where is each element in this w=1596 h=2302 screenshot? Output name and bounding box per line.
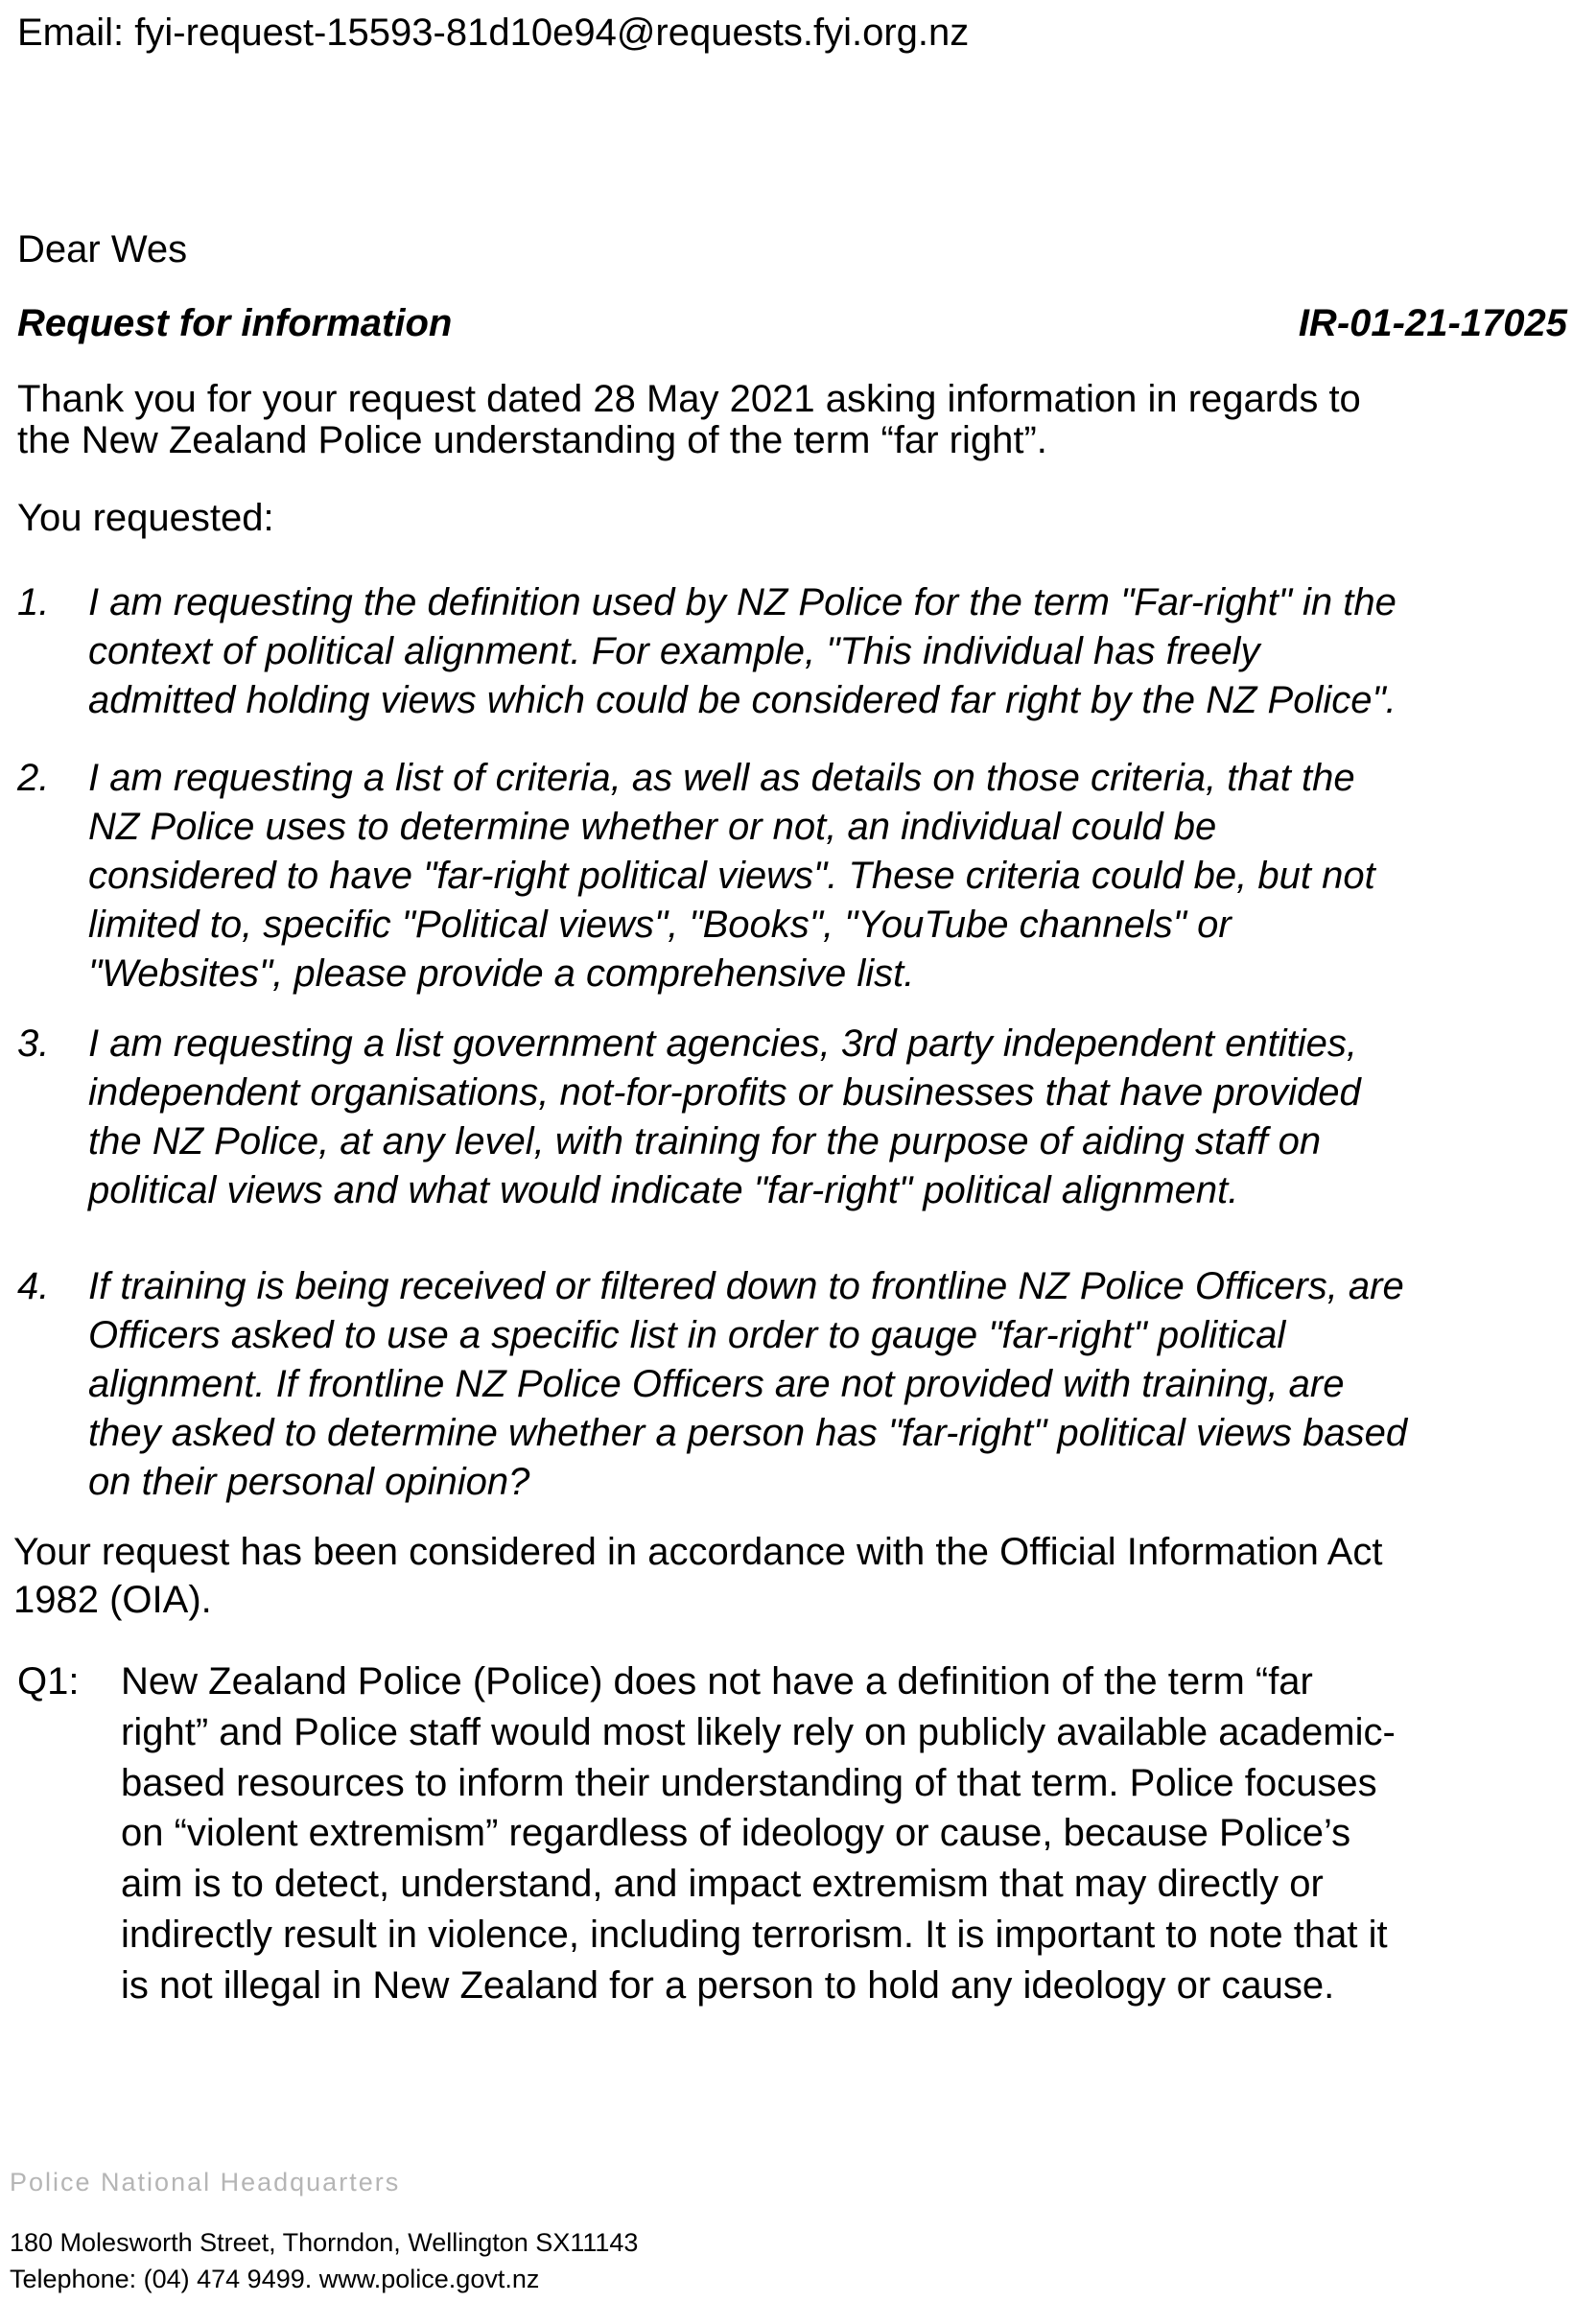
considered-line: 1982 (OIA). xyxy=(13,1579,212,1621)
request-text-line: considered to have "far-right political views". These criteria could be, but not xyxy=(88,855,1375,897)
email-address: Email: fyi-request-15593-81d10e94@requests.fyi.org.nz xyxy=(17,12,970,54)
q1-answer-line: on “violent extremism” regardless of ideology or cause, because Police’s xyxy=(121,1812,1351,1855)
request-text-line: "Websites", please provide a comprehensive list. xyxy=(88,952,915,995)
q1-answer-line: New Zealand Police (Police) does not have a definition of the term “far xyxy=(121,1660,1313,1703)
reference-number: IR-01-21-17025 xyxy=(1298,302,1567,344)
request-text-line: context of political alignment. For example, "This individual has freely xyxy=(88,630,1260,672)
request-text-line: If training is being received or filtered down to frontline NZ Police Officers, are xyxy=(88,1265,1404,1307)
request-number: 3. xyxy=(17,1022,50,1065)
request-text-line: NZ Police uses to determine whether or not, an individual could be xyxy=(88,806,1217,848)
request-text-line: independent organisations, not-for-profits or businesses that have provided xyxy=(88,1071,1361,1114)
q1-answer-line: aim is to detect, understand, and impact extremism that may directly or xyxy=(121,1863,1324,1906)
request-text-line: alignment. If frontline NZ Police Officers are not provided with training, are xyxy=(88,1363,1345,1405)
request-text-line: on their personal opinion? xyxy=(88,1461,530,1503)
request-number: 4. xyxy=(17,1265,50,1307)
intro-line: the New Zealand Police understanding of the term “far right”. xyxy=(17,419,1047,461)
footer-org: Police National Headquarters xyxy=(10,2168,401,2196)
request-text-line: I am requesting a list of criteria, as well as details on those criteria, that the xyxy=(88,757,1355,799)
salutation: Dear Wes xyxy=(17,228,188,270)
q1-answer-line: indirectly result in violence, including terrorism. It is important to note that it xyxy=(121,1914,1388,1956)
q1-answer-line: is not illegal in New Zealand for a person to hold any ideology or cause. xyxy=(121,1963,1335,2007)
request-text-line: they asked to determine whether a person has "far-right" political views based xyxy=(88,1412,1408,1454)
q1-answer-line: based resources to inform their understanding of that term. Police focuses xyxy=(121,1761,1377,1804)
you-requested-label: You requested: xyxy=(17,497,274,539)
intro-line: Thank you for your request dated 28 May 2021 asking information in regards to xyxy=(17,378,1361,420)
request-number: 1. xyxy=(17,581,50,623)
request-text-line: the NZ Police, at any level, with training for the purpose of aiding staff on xyxy=(88,1120,1322,1163)
request-text-line: political views and what would indicate "far-right" political alignment. xyxy=(88,1169,1239,1211)
request-number: 2. xyxy=(17,757,50,799)
request-text-line: Officers asked to use a specific list in order to gauge "far-right" political xyxy=(88,1314,1286,1356)
q1-answer-line: right” and Police staff would most likely rely on publicly available academic- xyxy=(121,1710,1396,1753)
request-text-line: limited to, specific "Political views", "Books", "YouTube channels" or xyxy=(88,904,1232,946)
considered-line: Your request has been considered in accordance with the Official Information Act xyxy=(13,1531,1383,1573)
request-text-line: I am requesting the definition used by NZ Police for the term "Far-right" in the xyxy=(88,581,1396,623)
subject-heading: Request for information xyxy=(17,302,453,344)
footer-address: 180 Molesworth Street, Thorndon, Wellington SX11143 xyxy=(10,2228,639,2257)
q1-label: Q1: xyxy=(17,1660,80,1703)
footer-contact: Telephone: (04) 474 9499. www.police.govt.nz xyxy=(10,2265,540,2293)
request-text-line: I am requesting a list government agencies, 3rd party independent entities, xyxy=(88,1022,1358,1065)
request-text-line: admitted holding views which could be considered far right by the NZ Police". xyxy=(88,679,1396,721)
